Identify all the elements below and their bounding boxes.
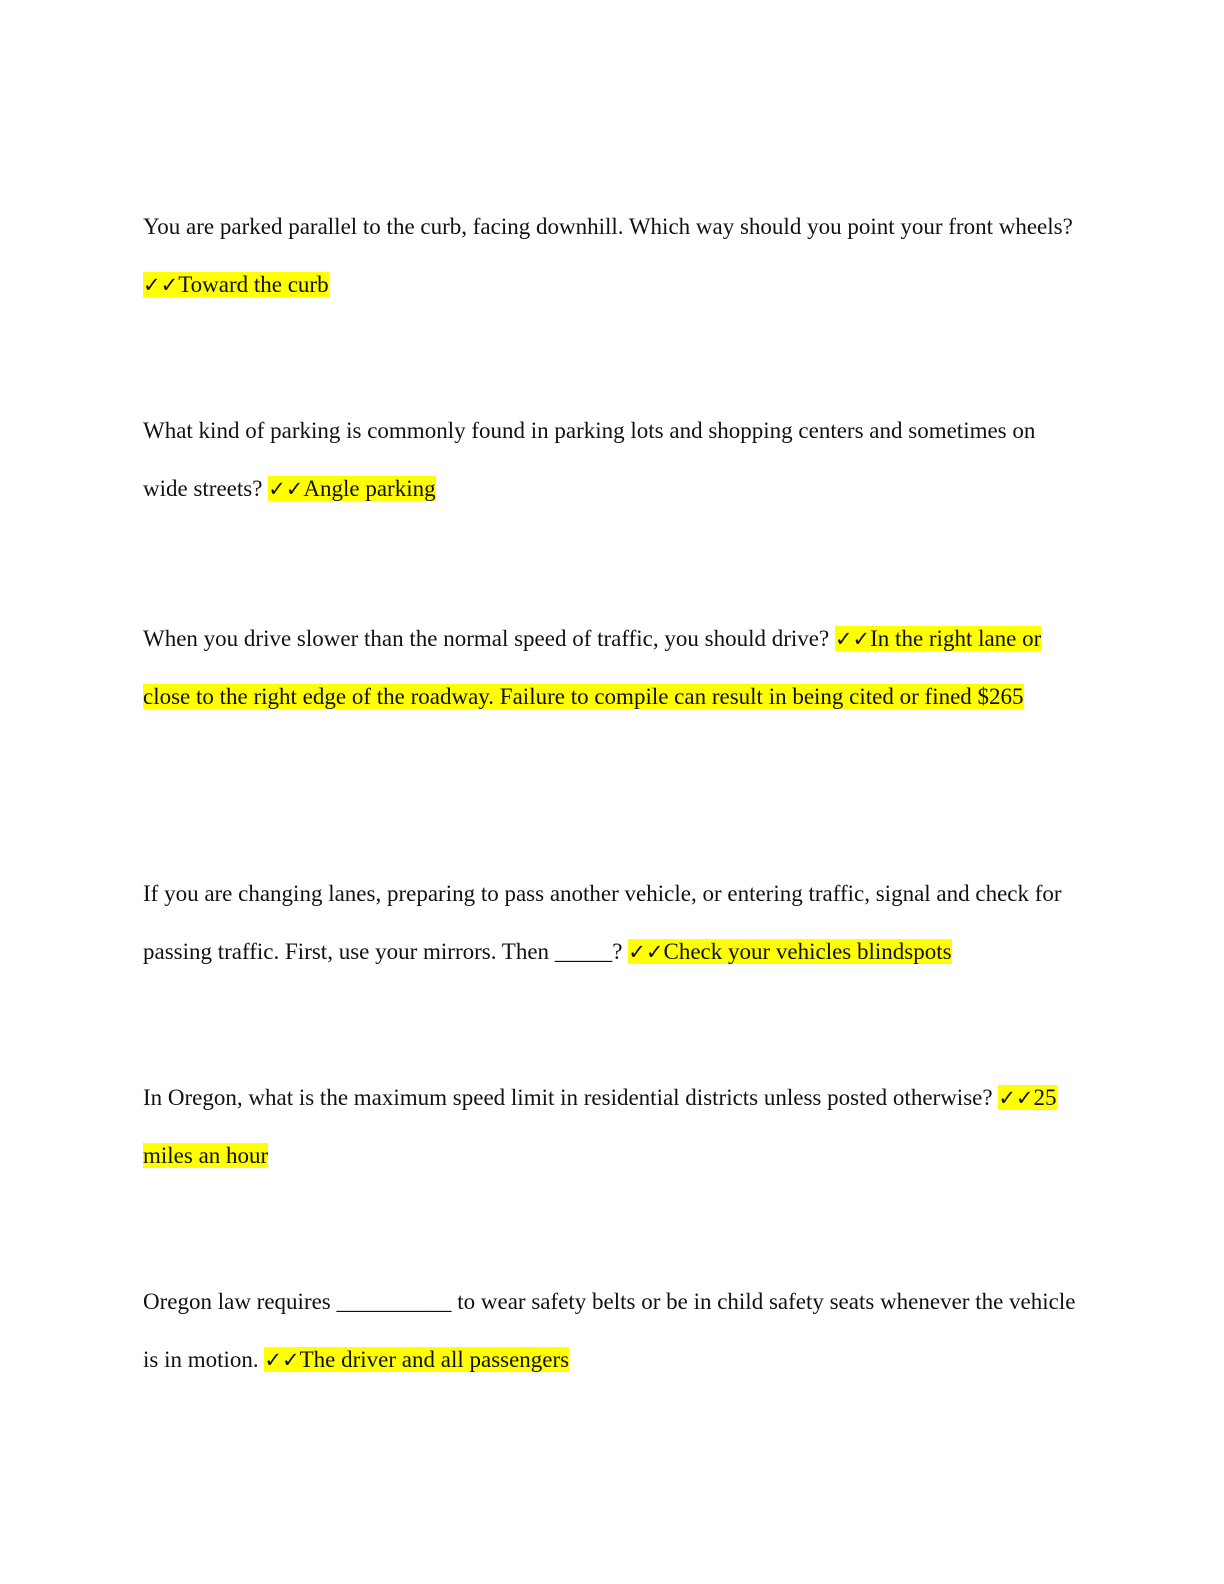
- answer-highlight: [264, 1347, 569, 1372]
- qa-item-4: [143, 865, 1083, 981]
- answer-text: Toward the curb: [178, 272, 329, 297]
- double-check-icon: ✓✓: [628, 940, 664, 964]
- question-text: Oregon law requires __________ to wear safety belts or be in child safety seats whenever the vehicle is in motion.: [143, 1289, 1076, 1372]
- question-text: What kind of parking is commonly found in parking lots and shopping centers and sometimes on wide streets?: [143, 418, 1036, 501]
- qa-item-2: [143, 402, 1083, 518]
- double-check-icon: ✓✓: [143, 273, 179, 297]
- double-check-icon: ✓✓: [834, 627, 871, 651]
- qa-item-3: [143, 610, 1083, 726]
- answer-text: In the right lane or close to the right edge of the roadway. Failure to compile can result in being cited or fined $265: [143, 626, 1042, 709]
- answer-highlight: [143, 272, 329, 297]
- qa-item-5: [143, 1069, 1083, 1185]
- answer-text: The driver and all passengers: [299, 1347, 570, 1372]
- qa-item-6: [143, 1273, 1083, 1389]
- qa-item-1: [143, 198, 1083, 314]
- question-text: When you drive slower than the normal speed of traffic, you should drive?: [143, 626, 830, 651]
- double-check-icon: ✓✓: [264, 1348, 300, 1372]
- question-text: In Oregon, what is the maximum speed limit in residential districts unless posted otherwise?: [143, 1085, 993, 1110]
- question-text: If you are changing lanes, preparing to pass another vehicle, or entering traffic, signal and check for passing traffic. First, use your mirrors. Then _____?: [143, 881, 1062, 964]
- answer-text: 25 miles an hour: [143, 1085, 1057, 1168]
- answer-highlight: [628, 939, 951, 964]
- answer-text: Check your vehicles blindspots: [663, 939, 952, 964]
- double-check-icon: ✓✓: [998, 1086, 1034, 1110]
- answer-highlight: [268, 476, 435, 501]
- double-check-icon: ✓✓: [268, 477, 304, 501]
- answer-text: Angle parking: [303, 476, 436, 501]
- question-text: You are parked parallel to the curb, facing downhill. Which way should you point your front wheels?: [143, 214, 1073, 239]
